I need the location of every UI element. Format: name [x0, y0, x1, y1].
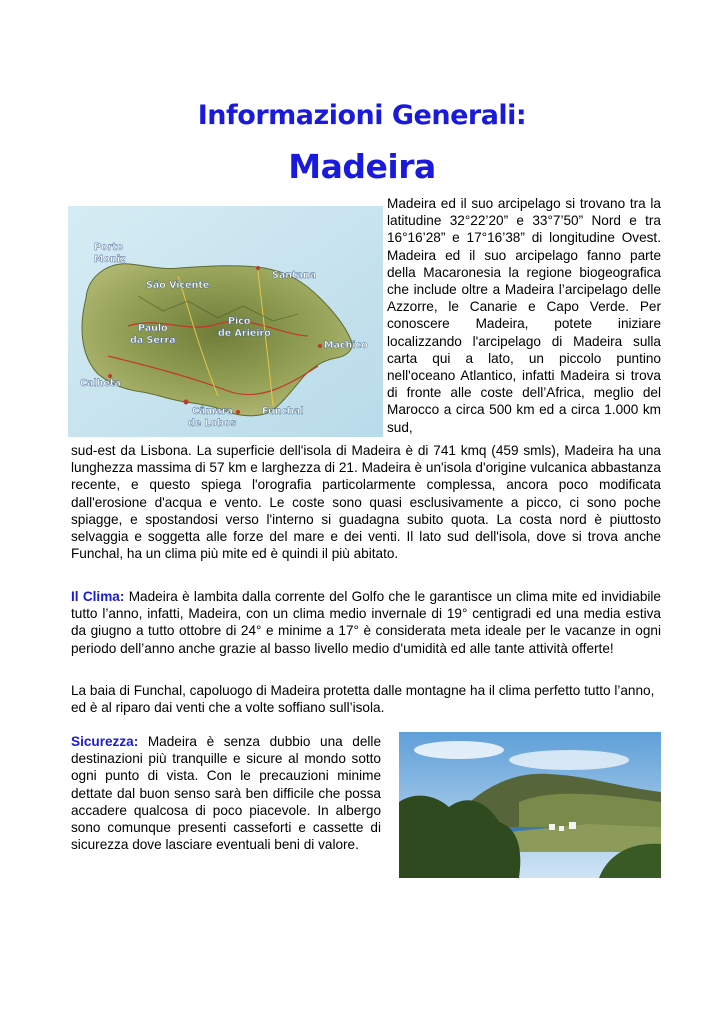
page-title: Informazioni Generali: [197, 100, 527, 131]
sicurezza-label: Sicurezza: [71, 734, 139, 749]
intro-continuation: sud-est da Lisbona. La superficie dell'isola di Madeira è di 741 kmq (459 smls), Madeira ha una lunghezza massima di 57 km e larghezza di 21. Madeira è un'isola d'origine vulcanica abbastanza recente, e questo spiega l'orografia particolarmente complessa, ancora poco modificata dall'erosione d'acqua e vento. Le coste sono quasi esclusivamente a picco, ci sono poche spiagge, e spostandosi verso l'interno si guadagna subito quota. La costa nord è piuttosto selvaggia e soggetta alle forze del mare e dei venti. Il lato sud dell'isola, dove si trova anche Funchal, ha un clima più mite ed è quindi il più abitato. [71, 443, 661, 562]
sicurezza-section [71, 733, 381, 853]
baia-text: La baia di Funchal, capoluogo di Madeira protetta dalle montagne ha il clima perfetto tutto l’anno, ed è al riparo dai venti che a volte soffiano sull’isola. [71, 683, 655, 716]
page-subtitle: Madeira [288, 147, 436, 186]
map-label-pico: Pico [228, 316, 251, 327]
map-label-machico: Machico [324, 340, 368, 351]
map-label-camara-2: de Lobos [188, 418, 237, 429]
map-label-pico-2: de Arieiro [218, 328, 271, 339]
map-label-funchal: Funchal [262, 406, 304, 417]
map-label-camara: Câmara [192, 406, 233, 417]
clima-section [71, 588, 661, 657]
map-label-paulo-2: da Serra [130, 335, 176, 346]
madeira-map [68, 206, 383, 437]
map-label-santana: Santana [272, 270, 317, 281]
intro-right-column: Madeira ed il suo arcipelago si trovano tra la latitudine 32°22’20” e 33°7’50” Nord e tra 16°16’28” e 17°16’38” di longitudine Ovest. Madeira ed il suo arcipelago fanno parte della Macaronesia la regione biogeografica che include oltre a Madeira l’arcipelago delle Azzorre, le Canarie e Capo Verde. Per conoscere Madeira, potete iniziare localizzando l'arcipelago di Madeira sulla carta qui a lato, un piccolo puntino nell'oceano Atlantico, infatti Madeira si trova di fronte alle coste dell’Africa, meglio del Marocco a circa 500 km ed a circa 1.000 km sud, [387, 196, 661, 435]
map-label-porto-moniz-2: Moniz [94, 254, 126, 265]
clima-label: Il Clima: [71, 589, 125, 604]
clima-text: Madeira è lambita dalla corrente del Golfo che le garantisce un clima mite ed invidiabile tutto l’anno, infatti, Madeira, con un clima medio invernale di 19° centigradi ed una media estiva da giugno a tutto ottobre di 24° e minime a 17° è considerata meta ideale per le vacanze in ogni periodo dell’anno anche grazie al basso livello medio d'umidità ed alle tante attività offerte! [71, 589, 661, 656]
sicurezza-text: Madeira è senza dubbio una delle destinazioni più tranquille e sicure al mondo sotto ogni punto di vista. Con le precauzioni minime dettate dal buon senso sarà ben difficile che possa accadere qualcosa di poco piacevole. In albergo sono comunque presenti casseforti e cassette di sicurezza dove lasciare eventuali beni di valore. [71, 734, 382, 853]
map-label-calheta: Calheta [80, 378, 121, 389]
map-label-porto-moniz: Porto [94, 242, 124, 253]
map-label-paulo: Paulo [138, 323, 168, 334]
coast-photo [399, 732, 661, 878]
map-label-sao-vicente: São Vicente [146, 280, 210, 291]
